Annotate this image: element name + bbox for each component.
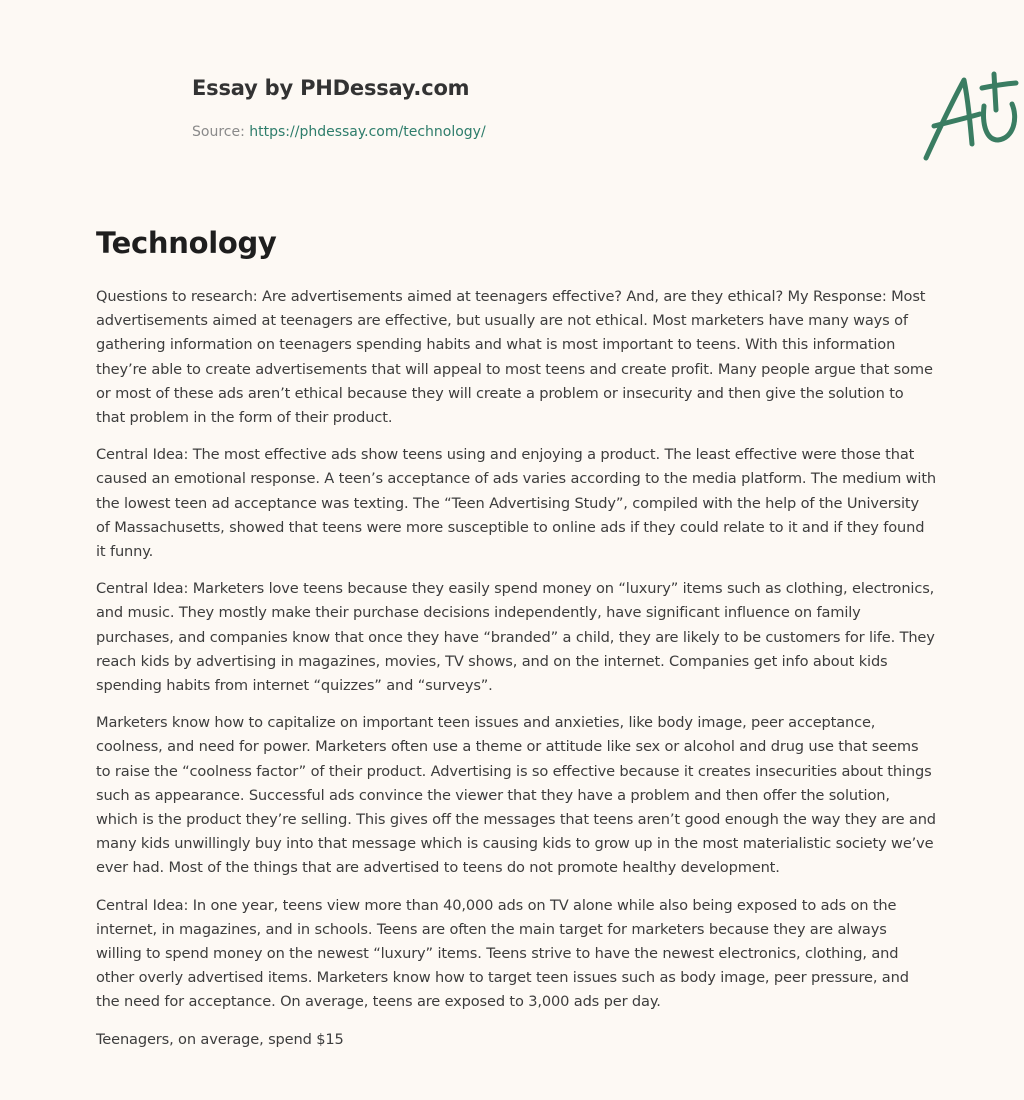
paragraph: Questions to research: Are advertisements aimed at teenagers effective? And, are they ethical? My Response: Most advertisements aimed at teenagers are effective, but usually are not ethical. Most marketers have many ways of gathering information on teenagers spending habits and what is most important to teens. With this information they’re able to create advertisements that will appeal to most teens and create profit. Many people argue that some or most of these ads aren’t ethical because they will create a problem or insecurity and then give the solution to that problem in the form of their product. xyxy=(96,288,933,427)
a-plus-grade-icon xyxy=(914,66,1024,166)
article-body xyxy=(96,285,936,1065)
paragraph: Central Idea: The most effective ads show teens using and enjoying a product. The least effective were those that caused an emotional response. A teen’s acceptance of ads varies according to the media platform. The medium with the lowest teen ad acceptance was texting. The “Teen Advertising Study”, compiled with the help of the University of Massachusetts, showed that teens were more susceptible to online ads if they could relate to it and if they found it funny. xyxy=(96,446,936,561)
source-link[interactable]: https://phdessay.com/technology/ xyxy=(249,124,486,140)
source-line xyxy=(192,124,486,140)
paragraph: Teenagers, on average, spend $15 xyxy=(96,1030,344,1048)
paragraph: Marketers know how to capitalize on important teen issues and anxieties, like body image, peer acceptance, coolness, and need for power. Marketers often use a theme or attitude like sex or alcohol and drug use that seems to raise the “coolness factor” of their product. Advertising is so effective because it creates insecurities about things such as appearance. Successful ads convince the viewer that they have a problem and then offer the solution, which is the product they’re selling. This gives off the messages that teens aren’t good enough the way they are and many kids unwillingly buy into that message which is causing kids to grow up in the most materialistic society we’ve ever had. Most of the things that are advertised to teens do not promote healthy development. xyxy=(96,714,936,877)
paragraph: Central Idea: In one year, teens view more than 40,000 ads on TV alone while also being exposed to ads on the internet, in magazines, and in schools. Teens are often the main target for marketers because they are always willing to spend money on the newest “luxury” items. Teens strive to have the newest electronics, clothing, and other overly advertised items. Marketers know how to target teen issues such as body image, peer pressure, and the need for acceptance. On average, teens are exposed to 3,000 ads per day. xyxy=(96,896,909,1011)
header xyxy=(96,0,928,200)
source-label: Source: xyxy=(192,124,250,140)
paragraph: Central Idea: Marketers love teens because they easily spend money on “luxury” items such as clothing, electronics, and music. They mostly make their purchase decisions independently, have significant influence on family purchases, and companies know that once they have “branded” a child, they are likely to be customers for life. They reach kids by advertising in magazines, movies, TV shows, and on the internet. Companies get info about kids spending habits from internet “quizzes” and “surveys”. xyxy=(96,580,935,695)
article-title: Technology xyxy=(96,226,277,260)
site-brand: Essay by PHDessay.com xyxy=(192,76,470,100)
